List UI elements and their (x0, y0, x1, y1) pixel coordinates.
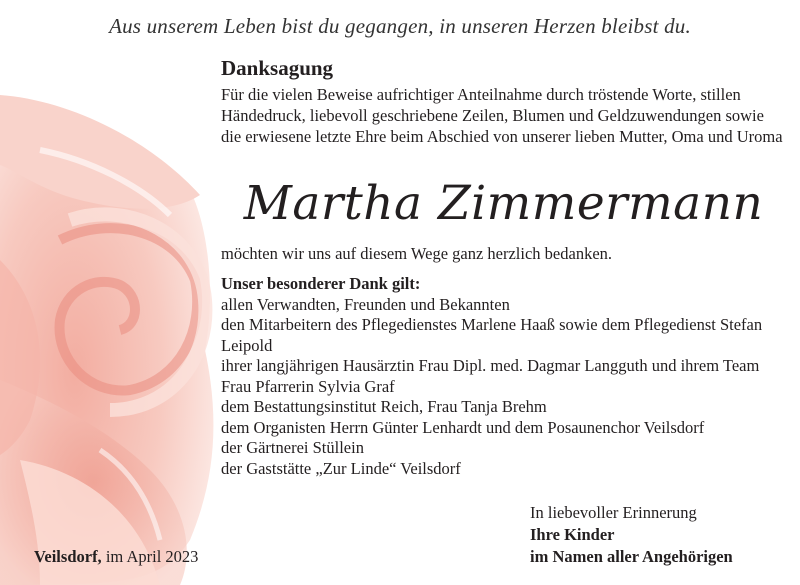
signoff-line2: Ihre Kinder (530, 525, 615, 544)
list-item: der Gärtnerei Stüllein (221, 438, 364, 457)
list-item: dem Bestattungsinstitut Reich, Frau Tanja Brehm (221, 397, 547, 416)
signoff-line3: im Namen aller Angehörigen (530, 547, 733, 566)
special-thanks-list (221, 295, 796, 480)
special-thanks-title: Unser besonderer Dank gilt: (221, 274, 421, 293)
list-item: dem Organisten Herrn Günter Lenhardt und dem Posaunenchor Veilsdorf (221, 417, 705, 437)
after-name-line: möchten wir uns auf diesem Wege ganz herzlich bedanken. (221, 244, 613, 263)
special-thanks-block (221, 274, 796, 479)
list-item: ihrer langjährigen Hausärztin Frau Dipl. med. Dagmar Langguth und ihrem Team (221, 356, 760, 375)
page-title: Danksagung (221, 56, 334, 80)
signoff-block (530, 502, 733, 568)
thanks-intro-block (221, 55, 786, 147)
motto-line: Aus unserem Leben bist du gegangen, in unseren Herzen bleibst du. (109, 14, 691, 38)
list-item: der Gaststätte „Zur Linde“ Veilsdorf (221, 458, 461, 478)
deceased-name: Martha Zimmermann (243, 176, 764, 231)
list-item: den Mitarbeitern des Pflegedienstes Marlene Haaß sowie dem Pflegedienst Stefan Leipold (221, 315, 763, 355)
date: im April 2023 (105, 547, 199, 566)
list-item: Frau Pfarrerin Sylvia Graf (221, 376, 395, 396)
place: Veilsdorf, (34, 547, 102, 566)
signoff-line1: In liebevoller Erinnerung (530, 503, 697, 522)
intro-paragraph: Für die vielen Beweise aufrichtiger Anteilnahme durch tröstende Worte, stillen Händedruck, liebevoll geschriebene Zeilen, Blumen und Geldzuwendungen sowie die erwiesene letzte Ehre beim Abschied von unserer lieben Mutter, Oma und Uroma (221, 85, 783, 146)
place-date (34, 546, 198, 567)
list-item: allen Verwandten, Freunden und Bekannten (221, 294, 510, 314)
